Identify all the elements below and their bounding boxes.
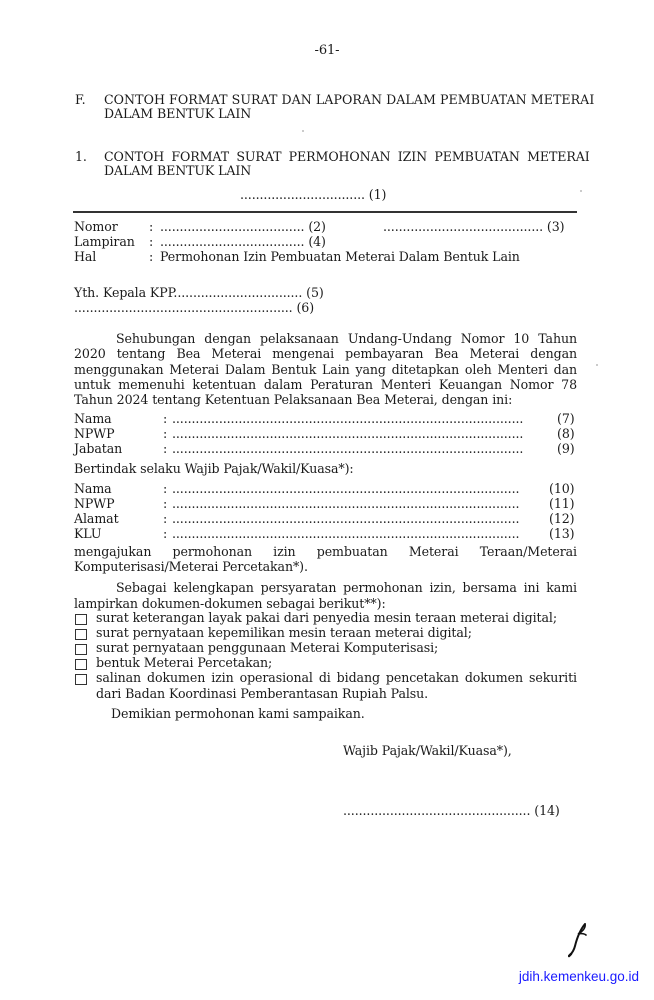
signatory-name-placeholder: ................................................ (14) [343,803,560,818]
attachment-item: salinan dokumen izin operasional di bidang pencetakan dokumen sekuriti dari Badan Koordinasi Pemberantasan Rupiah Palsu. [96,670,577,701]
scan-speck [302,130,304,132]
checkbox-icon[interactable] [75,644,87,655]
nomor-field: ..................................... (2) [160,219,326,234]
attachment-item: surat keterangan layak pakai dari penyedia mesin teraan meterai digital; [96,610,557,625]
addressee-line1: Yth. Kepala KPP................................. (5) [74,285,324,300]
subsection-title-line1: CONTOH FORMAT SURAT PERMOHONAN IZIN PEMBUATAN METERAI [104,149,590,164]
taxpayer-klu-ref: (13) [549,526,575,541]
signatory-role: Wajib Pajak/Wakil/Kuasa*), [343,743,512,758]
lampiran-colon: : [149,234,154,249]
taxpayer-klu-colon: : [163,526,168,541]
lampiran-field: ..................................... (4) [160,234,326,249]
attachment-item: surat pernyataan penggunaan Meterai Komputerisasi; [96,640,439,655]
signer-jabatan-label: Jabatan [74,441,123,456]
signer-nama-ref: (7) [557,411,575,426]
taxpayer-alamat-ref: (12) [549,511,575,526]
signer-nama-label: Nama [74,411,112,426]
checkbox-icon[interactable] [75,674,87,685]
request-line2: Komputerisasi/Meterai Percetakan*). [74,559,308,574]
taxpayer-nama-colon: : [163,481,168,496]
nomor-label: Nomor [74,219,118,234]
section-marker: F. [75,92,86,107]
attachment-item: surat pernyataan kepemilikan mesin teraan meterai digital; [96,625,472,640]
taxpayer-alamat-label: Alamat [74,511,119,526]
checkbox-icon[interactable] [75,629,87,640]
letterhead-divider [73,211,577,213]
scan-speck [580,190,582,192]
taxpayer-klu-label: KLU [74,526,102,541]
hal-label: Hal [74,249,97,264]
signer-npwp-colon: : [163,426,168,441]
page-number: -61- [314,43,340,58]
taxpayer-klu-dots: ......................................................................................... [172,526,520,541]
letterhead-placeholder: ................................ (1) [240,187,387,202]
signer-npwp-label: NPWP [74,426,115,441]
addressee-line2: ........................................................ (6) [74,300,315,315]
lampiran-label: Lampiran [74,234,135,249]
taxpayer-nama-ref: (10) [549,481,575,496]
signer-npwp-ref: (8) [557,426,575,441]
signer-nama-dots: .......................................................................................... [172,411,524,426]
paraf-signature-icon [568,922,588,958]
taxpayer-nama-label: Nama [74,481,112,496]
hal-value: Permohonan Izin Pembuatan Meterai Dalam Bentuk Lain [160,249,520,264]
section-title-line2: DALAM BENTUK LAIN [104,106,252,121]
source-link[interactable]: jdih.kemenkeu.go.id [518,969,639,984]
subsection-title-line2: DALAM BENTUK LAIN [104,163,252,178]
taxpayer-alamat-dots: ......................................................................................... [172,511,520,526]
scan-speck [596,364,598,366]
taxpayer-npwp-dots: ......................................................................................... [172,496,520,511]
taxpayer-npwp-label: NPWP [74,496,115,511]
taxpayer-alamat-colon: : [163,511,168,526]
signer-jabatan-ref: (9) [557,441,575,456]
section-title-line1: CONTOH FORMAT SURAT DAN LAPORAN DALAM PEMBUATAN METERAI [104,92,595,107]
hal-colon: : [149,249,154,264]
intro-paragraph: Sehubungan dengan pelaksanaan Undang-Undang Nomor 10 Tahun 2020 tentang Bea Meterai mengenai pembayaran Bea Meterai dengan menggunakan Meterai Dalam Bentuk Lain yang ditetapkan oleh Menteri dan untuk memenuhi ketentuan dalam Peraturan Menteri Keuangan Nomor 78 Tahun 2024 tentang Ketentuan Pelaksanaan Bea Meterai, dengan ini: [74,331,577,408]
taxpayer-nama-dots: ......................................................................................... [172,481,520,496]
nomor-colon: : [149,219,154,234]
taxpayer-npwp-colon: : [163,496,168,511]
signer-jabatan-colon: : [163,441,168,456]
signer-npwp-dots: .......................................................................................... [172,426,524,441]
closing-sentence: Demikian permohonan kami sampaikan. [111,706,365,721]
subsection-marker: 1. [75,149,87,164]
taxpayer-npwp-ref: (11) [549,496,575,511]
attachments-intro: Sebagai kelengkapan persyaratan permohonan izin, bersama ini kami lampirkan dokumen-dokumen sebagai berikut**): [74,580,577,611]
request-line1: mengajukan permohonan izin pembuatan Meterai Teraan/Meterai [74,544,577,559]
acting-as-line: Bertindak selaku Wajib Pajak/Wakil/Kuasa*): [74,461,354,476]
checkbox-icon[interactable] [75,614,87,625]
signer-nama-colon: : [163,411,168,426]
signer-jabatan-dots: .......................................................................................... [172,441,524,456]
attachment-item: bentuk Meterai Percetakan; [96,655,273,670]
date-field: ......................................... (3) [383,219,565,234]
checkbox-icon[interactable] [75,659,87,670]
